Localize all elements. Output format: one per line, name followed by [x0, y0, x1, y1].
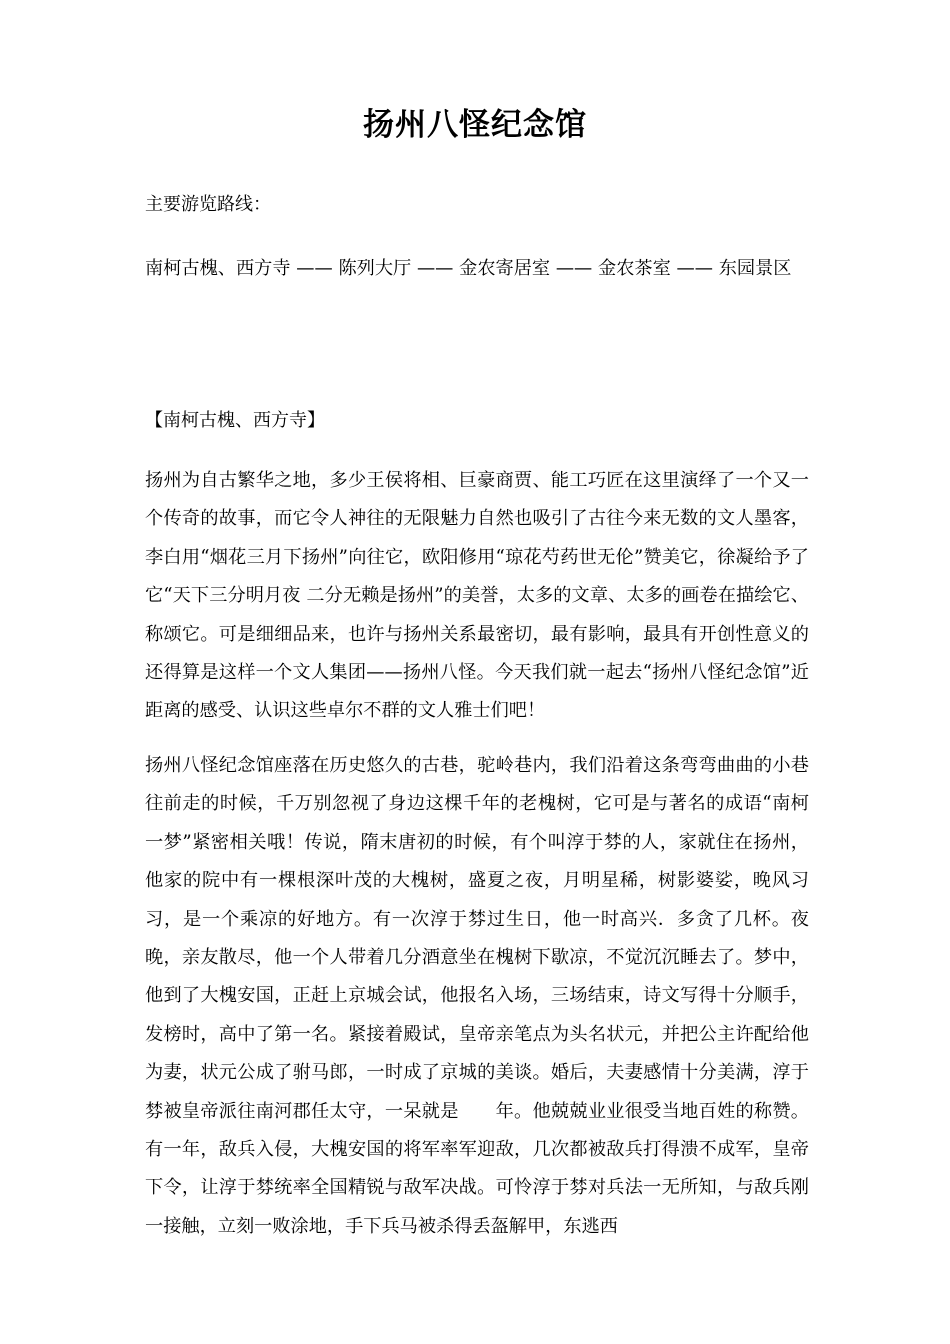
route-text: 南柯古槐、西方寺 —— 陈列大厅 —— 金农寄居室 —— 金农茶室 —— 东园景区	[145, 258, 792, 279]
section-heading: 【南柯古槐、西方寺】	[145, 410, 325, 431]
paragraph-intro: 扬州为自古繁华之地，多少王侯将相、巨豪商贾、能工巧匠在这里演绎了一个又一个传奇的故事，而它令人神往的无限魅力自然也吸引了古往今来无数的文人墨客，李白用“烟花三月下扬州”向往它，欧阳修用“琼花芍药世无伦”赞美它，徐凝给予了它“天下三分明月夜 二分无赖是扬州”的美誉，太多的文章、太多的画卷在描绘它、称颂它。可是细细品来，也许与扬州关系最密切，最有影响，最具有开创性意义的还得算是这样一个文人集团——扬州八怪。今天我们就一起去“扬州八怪纪念馆”近距离的感受、认识这些卓尔不群的文人雅士们吧！	[145, 470, 809, 722]
paragraph-nanke-legend: 扬州八怪纪念馆座落在历史悠久的古巷，驼岭巷内，我们沿着这条弯弯曲曲的小巷往前走的时候，千万别忽视了身边这棵千年的老槐树，它可是与著名的成语“南柯一梦”紧密相关哦！传说，隋末唐初的时候，有个叫淳于棼的人，家就住在扬州，他家的院中有一棵根深叶茂的大槐树，盛夏之夜，月明星稀，树影婆娑，晚风习习，是一个乘凉的好地方。有一次淳于棼过生日，他一时高兴．多贪了几杯。夜晚，亲友散尽，他一个人带着几分酒意坐在槐树下歇凉，不觉沉沉睡去了。梦中，他到了大槐安国，正赶上京城会试，他报名入场，三场结束，诗文写得十分顺手，发榜时，高中了第一名。紧接着殿试，皇帝亲笔点为头名状元，并把公主许配给他为妻，状元公成了驸马郎，一时成了京城的美谈。婚后，夫妻感情十分美满，淳于棼被皇帝派往南河郡任太守，一呆就是 年。他兢兢业业很受当地百姓的称赞。有一年，敌兵入侵，大槐安国的将军率军迎敌，几次都被敌兵打得溃不成军，皇帝下令，让淳于棼统率全国精锐与敌军决战。可怜淳于棼对兵法一无所知，与敌兵刚一接触，立刻一败涂地，手下兵马被杀得丢盔解甲，东逃西	[145, 755, 809, 1237]
page-title: 扬州八怪纪念馆	[363, 107, 587, 143]
route-heading: 主要游览路线：	[145, 194, 271, 215]
